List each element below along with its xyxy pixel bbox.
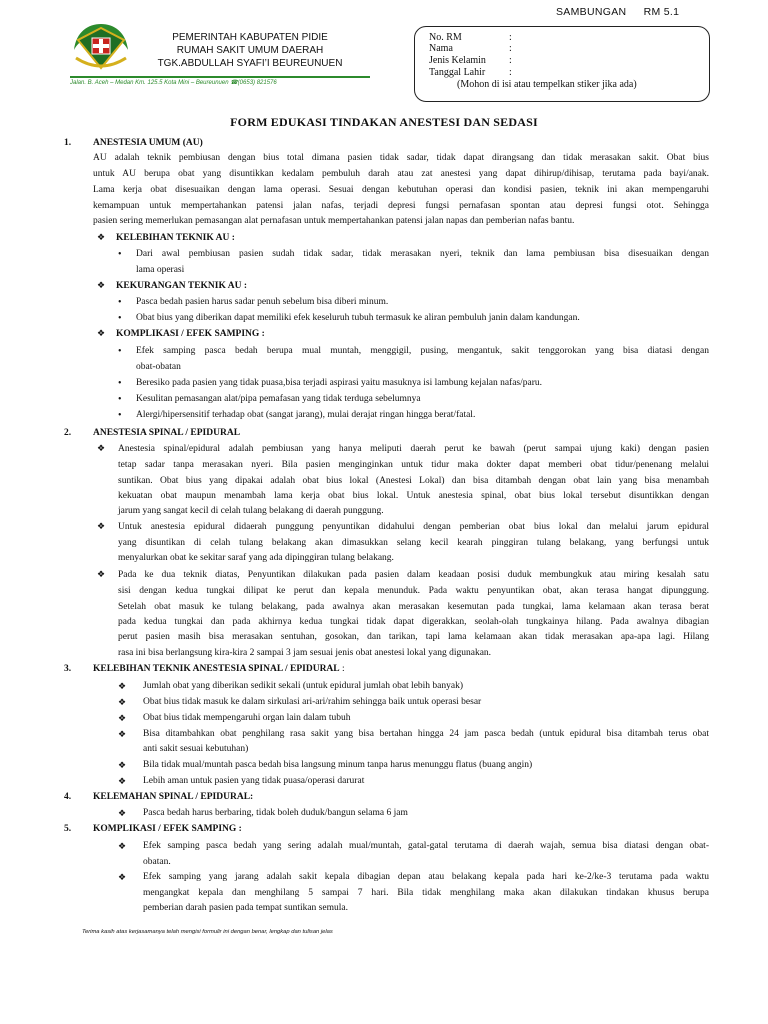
s3-item: Jumlah obat yang diberikan sedikit sekali (untuk epidural jumlah obat lebih banyak): [143, 681, 464, 691]
s2-item-line: jarum yang sangat kecil di celah tulang belakang di daerah punggung.: [118, 506, 384, 516]
diamond-bullet-icon: ❖: [97, 443, 106, 453]
section-1-title: ANESTESIA UMUM (AU): [93, 138, 203, 148]
diamond-bullet-icon: ❖: [118, 697, 127, 707]
diamond-bullet-icon: ❖: [118, 841, 127, 851]
bullet-icon: •: [118, 313, 122, 324]
diamond-bullet-icon: ❖: [118, 872, 127, 882]
section-3-heading: [93, 663, 345, 675]
hospital-name-block: [136, 31, 364, 70]
bullet-icon: •: [118, 378, 122, 389]
s5-item: Efek samping pasca bedah yang sering adalah mual/muntah, gatal-gatal terutama di daerah wajah, semua bisa diatasi dengan obat-: [143, 841, 709, 851]
section-3-number: 3.: [64, 664, 72, 674]
s2-item-line: pada kedua tungkai dan pada akhirnya kedua tungkai tidak dapat digerakkan, seolah-olah tungkainya hilang. Pada awalnya dibagian: [118, 617, 709, 627]
s5-item-cont: obatan.: [143, 857, 171, 867]
bullet-icon: •: [118, 410, 122, 421]
s1-kelebihan-title: KELEBIHAN TEKNIK AU :: [116, 233, 235, 243]
hospital-line-2: RUMAH SAKIT UMUM DAERAH: [176, 45, 324, 56]
s1-komplikasi-item-cont: obat-obatan: [136, 362, 181, 372]
diamond-bullet-icon: ❖: [118, 729, 127, 739]
s2-item-line: suntikan. Obat bius yang dipakai adalah obat bius lokal (Anestesi Lokal) dan bisa ditambah dengan obat lain yang bisa menambah: [118, 476, 709, 486]
diamond-bullet-icon: ❖: [97, 328, 106, 338]
s1-para-line: untuk AU berupa obat yang disuntikkan kedalam pembuluh darah atau zat anestesi yang dapat dihirup/dihisap, terutama pada bayi/anak.: [93, 169, 709, 179]
diamond-bullet-icon: ❖: [97, 521, 106, 531]
field-no-rm[interactable]: No. RM :: [429, 32, 512, 43]
s2-item-line: Anestesia spinal/epidural adalah pembiusan yang hanya meliputi daerah perut ke bawah (perut sampai ujung kaki) dengan pasien: [118, 444, 709, 454]
s1-para-line: Lama kerja obat disesuaikan dengan lama operasi. Sesuai dengan kebutuhan operasi dan kondisi pasien, teknik ini akan mempengaruhi: [93, 185, 709, 195]
s2-item-line: menyalurkan obat ke sekitar saraf yang ada dipinggiran tulang belakang.: [118, 553, 394, 563]
s1-kekurangan-title: KEKURANGAN TEKNIK AU :: [116, 281, 247, 291]
section-3-title: KELEBIHAN TEKNIK ANESTESIA SPINAL / EPIDURAL: [93, 664, 340, 674]
s1-para-line: pasien sering memerlukan pemasangan alat pernafasan untuk mempertahankan patensi jalan napas dan pemberian nafas bantu.: [93, 216, 575, 226]
section-1-number: 1.: [64, 138, 72, 148]
section-3-title-suffix: :: [339, 664, 345, 674]
s1-kekurangan-item: Pasca bedah pasien harus sadar penuh sebelum bisa diberi minum.: [136, 297, 389, 307]
field-tanggal-lahir[interactable]: Tanggal Lahir :: [429, 67, 512, 78]
section-4-title: KELEMAHAN SPINAL / EPIDURAL:: [93, 792, 254, 802]
hospital-line-1: PEMERINTAH KABUPATEN PIDIE: [172, 32, 328, 43]
diamond-bullet-icon: ❖: [118, 681, 127, 691]
section-5-number: 5.: [64, 824, 72, 834]
s1-komplikasi-item: Efek samping pasca bedah berupa mual muntah, menggigil, pusing, mengantuk, sakit tenggorokan yang bisa diatasi dengan: [136, 346, 709, 356]
s1-kelebihan-item: Dari awal pembiusan pasien sudah tidak sadar, tidak merasakan nyeri, teknik dan lama pembiusan bisa disesuaikan dengan: [136, 249, 709, 259]
diamond-bullet-icon: ❖: [118, 808, 127, 818]
diamond-bullet-icon: ❖: [97, 232, 106, 242]
patient-identity-box: [414, 26, 710, 102]
bullet-icon: •: [118, 346, 122, 357]
field-nama[interactable]: Nama :: [429, 43, 512, 54]
section-5-title: KOMPLIKASI / EFEK SAMPING :: [93, 824, 242, 834]
s3-item: Bila tidak mual/muntah pasca bedah bisa langsung minum tanpa harus menunggu flatus (buang angin): [143, 760, 533, 770]
sheet-label: [556, 6, 679, 18]
s5-item-cont: mengangkat kepala dan menghilang 5 sampai 7 hari. Bila tidak menghilang maka akan dilakukan tindakan khusus berupa: [143, 888, 709, 898]
section-4-number: 4.: [64, 792, 72, 802]
diamond-bullet-icon: ❖: [118, 713, 127, 723]
s3-item: Obat bius tidak masuk ke dalam sirkulasi ari-ari/rahim sehingga baik untuk operasi besar: [143, 697, 482, 707]
s1-para-line: AU adalah teknik pembiusan dengan bius total dimana pasien tidak sadar, tidak dapat dirangsang dan tidak merasakan sakit. Obat bius: [93, 153, 709, 163]
sticker-note: (Mohon di isi atau tempelkan stiker jika ada): [457, 79, 637, 90]
hospital-address: Jalan. B. Aceh – Medan Km. 125.5 Kota Mini – Beureunuen ☎(0653) 821576: [70, 76, 370, 90]
s1-para-line: kemampuan untuk mempertahankan patensi jalan nafas, terjadi depresi fungsi pernafasan spontan atau depresi fungsi otot. Sehingga: [93, 201, 709, 211]
s1-kelebihan-item-cont: lama operasi: [136, 265, 185, 275]
section-2-title: ANESTESIA SPINAL / EPIDURAL: [93, 428, 241, 438]
s1-komplikasi-item: Kesulitan pemasangan alat/pipa pemafasan yang tidak terduga sebelumnya: [136, 394, 421, 404]
s1-komplikasi-item: Alergi/hipersensitif terhadap obat (sangat jarang), mulai derajat ringan hingga berat/fatal.: [136, 410, 476, 420]
s3-item: Lebih aman untuk pasien yang tidak puasa/operasi darurat: [143, 776, 365, 786]
hospital-logo-icon: [70, 20, 132, 74]
s5-item: Efek samping yang jarang adalah sakit kepala dibagian depan atau belakang kepala pada hari ke-2/ke-3 terutama pada waktu: [143, 872, 709, 882]
s2-item-line: rasa ini bisa berlangsung kira-kira 2 sampai 3 jam sesuai jenis obat anestesi lokal yang digunakan.: [118, 648, 492, 658]
diamond-bullet-icon: ❖: [118, 776, 127, 786]
s4-item: Pasca bedah harus berbaring, tidak boleh duduk/bangun selama 6 jam: [143, 808, 408, 818]
s2-item-line: Setelah obat masuk ke tulang belakang, pada awalnya akan merasakan kesemutan pada tungkai, lama kelamaan akan terasa berat: [118, 602, 709, 612]
s3-item: Bisa ditambahkan obat penghilang rasa sakit yang bisa bertahan hingga 24 jam pasca bedah (untuk epidural bisa ditambah terus obat: [143, 729, 709, 739]
diamond-bullet-icon: ❖: [97, 569, 106, 579]
field-jenis-kelamin[interactable]: Jenis Kelamin :: [429, 55, 512, 66]
form-title: FORM EDUKASI TINDAKAN ANESTESI DAN SEDASI: [230, 115, 538, 129]
diamond-bullet-icon: ❖: [118, 760, 127, 770]
s2-item-line: Pada ke dua teknik diatas, Penyuntikan dilakukan pada pasien dalam keadaan posisi duduk membungkuk atau miring kesalah satu: [118, 570, 709, 580]
bullet-icon: •: [118, 297, 122, 308]
s3-item: Obat bius tidak mempengaruhi organ lain dalam tubuh: [143, 713, 351, 723]
footer-note: Terima kasih atas kerjasamanya telah mengisi formulir ini dengan benar, lengkap dan tulisan jelas: [82, 929, 333, 935]
form-code: RM 5.1: [643, 6, 680, 18]
s3-item-cont: anti sakit sesuai kebutuhan): [143, 744, 249, 754]
section-2-number: 2.: [64, 428, 72, 438]
bullet-icon: •: [118, 394, 122, 405]
s1-kekurangan-item: Obat bius yang diberikan dapat memiliki efek keseluruh tubuh termasuk ke aliran pembuluh janin dalam kandungan.: [136, 313, 580, 323]
s2-item-line: Untuk anestesia epidural didaerah punggung penyuntikan didahului dengan pemberian obat bius lokal dan melalui jarum epidural: [118, 522, 709, 532]
diamond-bullet-icon: ❖: [97, 280, 106, 290]
s2-item-line: yang disuntikan di celah tulang belakang akan dimasukkan selang kecil kearah pinggiran tulang belakang, yang berfungsi untuk: [118, 538, 709, 548]
hospital-line-3: TGK.ABDULLAH SYAFI’I BEUREUNUEN: [157, 58, 343, 69]
s2-item-line: sisi dengan kedua tungkai dilipat ke perut dan kepala menunduk. Pada waktu penyuntikan obat, akan terasa hangat dipunggung.: [118, 586, 709, 596]
s2-item-line: tetap sadar tanpa merasakan nyeri. Bila pasien menginginkan untuk tidur maka dokter dapat memberi obat tidur/penenang melalui: [118, 460, 709, 470]
sheet-title: SAMBUNGAN: [556, 6, 627, 18]
bullet-icon: •: [118, 249, 122, 260]
s5-item-cont: pemberian darah pasien pada tempat suntikan semula.: [143, 903, 348, 913]
s2-item-line: kekuatan obat maupun menambah lama kerja obat bius lokal. Untuk anestesia spinal, obat bius lokal tersebut disuntikkan dengan: [118, 491, 709, 501]
s1-komplikasi-item: Beresiko pada pasien yang tidak puasa,bisa terjadi aspirasi yaitu masuknya isi lambung kejalan nafas/paru.: [136, 378, 543, 388]
s1-komplikasi-title: KOMPLIKASI / EFEK SAMPING :: [116, 329, 265, 339]
s2-item-line: perut pasien masih bisa merasakan sentuhan, gosokan, dan tarikan, tapi lama kelamaan akan tidak merasakan apa-apa lagi. Hilang: [118, 632, 709, 642]
